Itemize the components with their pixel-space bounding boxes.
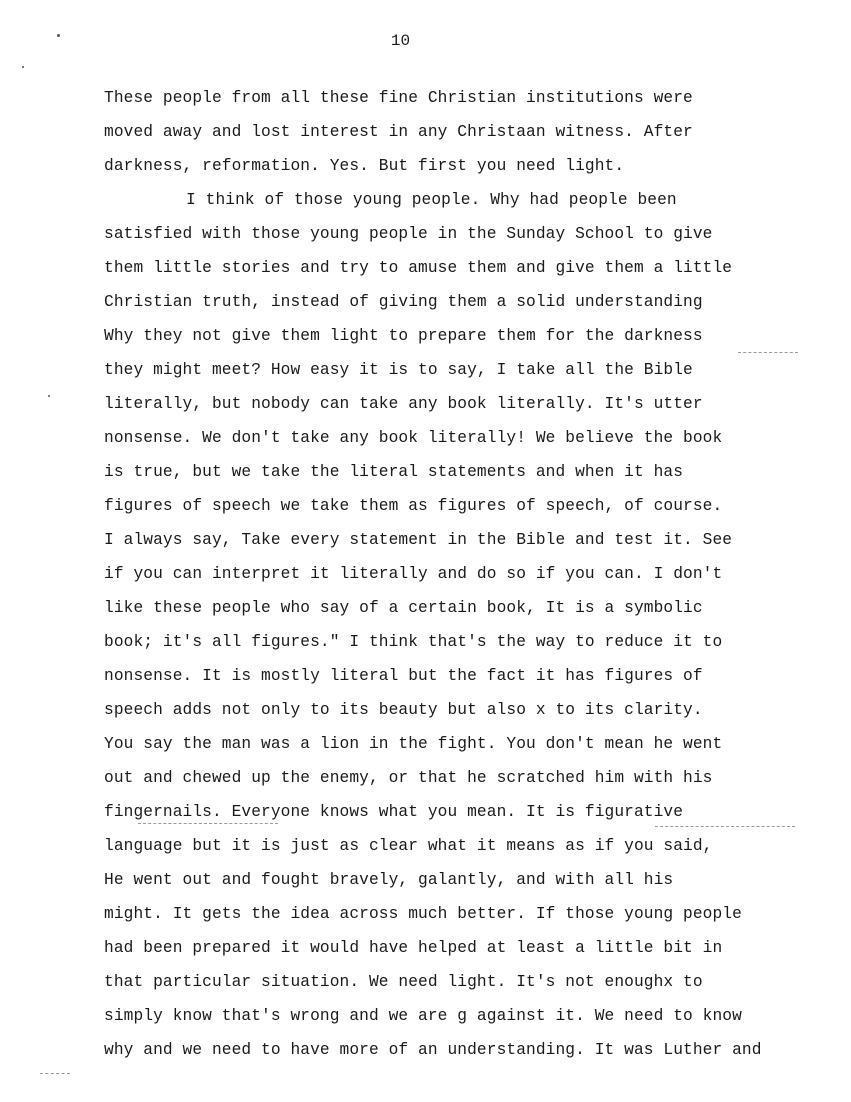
text-line: literally, but nobody can take any book literally. It's utter (104, 395, 703, 413)
text-line: moved away and lost interest in any Christaan witness. After (104, 123, 693, 141)
text-line: nonsense. It is mostly literal but the fact it has figures of (104, 667, 703, 685)
paragraph-start-line: I think of those young people. Why had people been (186, 191, 677, 209)
scan-mark (655, 826, 795, 828)
text-line: speech adds not only to its beauty but also x to its clarity. (104, 701, 703, 719)
text-line: nonsense. We don't take any book literally! We believe the book (104, 429, 723, 447)
text-line: them little stories and try to amuse them and give them a little (104, 259, 733, 277)
text-line: why and we need to have more of an understanding. It was Luther and (104, 1041, 762, 1059)
text-line: is true, but we take the literal statements and when it has (104, 463, 684, 481)
text-line: Why they not give them light to prepare them for the darkness (104, 327, 703, 345)
text-line: might. It gets the idea across much better. If those young people (104, 905, 742, 923)
scan-mark (40, 1073, 70, 1075)
text-line: book; it's all figures." I think that's the way to reduce it to (104, 633, 723, 651)
text-line: had been prepared it would have helped at least a little bit in (104, 939, 723, 957)
text-line: fingernails. Everyone knows what you mean. It is figurative (104, 803, 684, 821)
scan-mark (738, 352, 798, 354)
text-line: You say the man was a lion in the fight. You don't mean he went (104, 735, 723, 753)
text-line: they might meet? How easy it is to say, I take all the Bible (104, 361, 693, 379)
page-number: 10 (390, 32, 411, 50)
text-line: simply know that's wrong and we are g against it. We need to know (104, 1007, 742, 1025)
text-line: that particular situation. We need light. It's not enoughx to (104, 973, 703, 991)
text-line: I always say, Take every statement in the Bible and test it. See (104, 531, 733, 549)
text-body (104, 81, 814, 1067)
text-line: language but it is just as clear what it means as if you said, (104, 837, 713, 855)
text-line: These people from all these fine Christian institutions were (104, 89, 693, 107)
text-line: out and chewed up the enemy, or that he scratched him with his (104, 769, 713, 787)
scan-speck (22, 66, 24, 68)
scan-speck (57, 34, 60, 37)
scan-speck (48, 395, 50, 397)
text-line: He went out and fought bravely, galantly, and with all his (104, 871, 674, 889)
text-line: if you can interpret it literally and do so if you can. I don't (104, 565, 723, 583)
text-line: satisfied with those young people in the Sunday School to give (104, 225, 713, 243)
text-line: darkness, reformation. Yes. But first you need light. (104, 157, 625, 175)
scan-mark (138, 823, 278, 825)
text-line: figures of speech we take them as figures of speech, of course. (104, 497, 723, 515)
text-line: Christian truth, instead of giving them a solid understanding (104, 293, 703, 311)
text-line: like these people who say of a certain book, It is a symbolic (104, 599, 703, 617)
